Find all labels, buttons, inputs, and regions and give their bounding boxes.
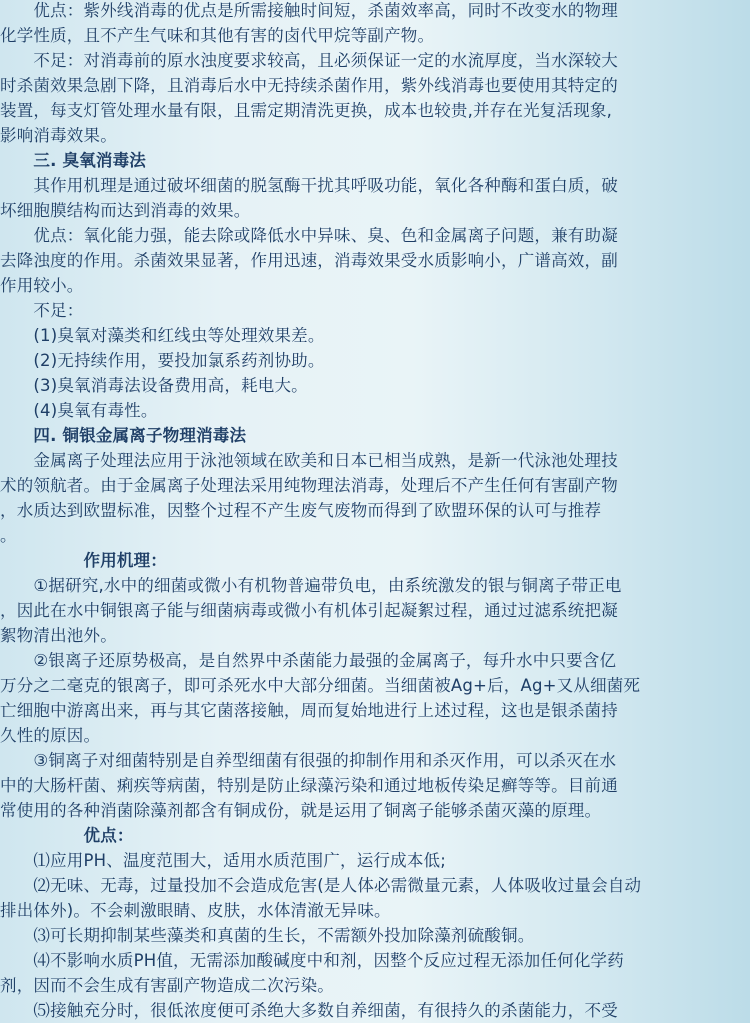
text-line: 其作用机理是通过破坏细菌的脱氢酶干扰其呼吸功能，氧化各种酶和蛋白质，破 bbox=[0, 176, 618, 195]
text-line: 剂，因而不会生成有害副产物造成二次污染。 bbox=[0, 976, 334, 995]
list-item: ⑴应用PH、温度范围大，适用水质范围广，运行成本低; bbox=[0, 851, 447, 870]
text-line: 。 bbox=[0, 526, 17, 545]
text-line: 坏细胞膜结构而达到消毒的效果。 bbox=[0, 201, 251, 220]
subheading-advantages: 优点： bbox=[0, 826, 134, 845]
list-item: ⑵无味、无毒，过量投加不会造成危害(是人体必需微量元素，人体吸收过量会自动 bbox=[0, 876, 642, 895]
text-line: ，水质达到欧盟标准，因整个过程不产生废气废物而得到了欧盟环保的认可与推荐 bbox=[0, 501, 602, 520]
text-line: 化学性质，且不产生气味和其他有害的卤代甲烷等副产物。 bbox=[0, 26, 435, 45]
section-heading-copper-silver: 四. 铜银金属离子物理消毒法 bbox=[0, 426, 247, 445]
text-line: 作用较小。 bbox=[0, 276, 84, 295]
list-item: ⑸接触充分时，很低浓度便可杀绝大多数自养细菌，有很持久的杀菌能力，不受 bbox=[0, 1001, 618, 1020]
text-line: 常使用的各种消菌除藻剂都含有铜成份，就是运用了铜离子能够杀菌灭藻的原理。 bbox=[0, 801, 602, 820]
text-line: 排出体外)。不会刺激眼睛、皮肤，水体清澈无异味。 bbox=[0, 901, 391, 920]
text-line: 不足： bbox=[0, 301, 84, 320]
list-item: (4)臭氧有毒性。 bbox=[0, 401, 158, 420]
list-item: (3)臭氧消毒法设备费用高，耗电大。 bbox=[0, 376, 308, 395]
text-line: 亡细胞中游离出来，再与其它菌落接触，周而复始地进行上述过程，这也是银杀菌持 bbox=[0, 701, 618, 720]
text-line: ③铜离子对细菌特别是自养型细菌有很强的抑制作用和杀灭作用，可以杀灭在水 bbox=[0, 751, 617, 770]
list-item: ⑷不影响水质PH值，无需添加酸碱度中和剂，因整个反应过程无添加任何化学药 bbox=[0, 951, 624, 970]
subheading-mechanism: 作用机理： bbox=[0, 551, 167, 570]
text-line: 时杀菌效果急剧下降，且消毒后水中无持续杀菌作用，紫外线消毒也要使用其特定的 bbox=[0, 76, 618, 95]
text-line: 万分之二毫克的银离子，即可杀死水中大部分细菌。当细菌被Ag+后，Ag+又从细菌死 bbox=[0, 676, 641, 695]
text-line: ，因此在水中铜银离子能与细菌病毒或微小有机体引起凝絮过程，通过过滤系统把凝 bbox=[0, 601, 618, 620]
text-line: 术的领航者。由于金属离子处理法采用纯物理法消毒，处理后不产生任何有害副产物 bbox=[0, 476, 618, 495]
text-line: 去降浊度的作用。杀菌效果显著，作用迅速，消毒效果受水质影响小，广谱高效，副 bbox=[0, 251, 618, 270]
text-line: 中的大肠杆菌、痢疾等病菌，特别是防止绿藻污染和通过地板传染足癣等等。目前通 bbox=[0, 776, 618, 795]
text-line: 优点：氧化能力强，能去除或降低水中异味、臭、色和金属离子问题，兼有助凝 bbox=[0, 226, 618, 245]
list-item: (2)无持续作用，要投加氯系药剂协助。 bbox=[0, 351, 325, 370]
list-item: (1)臭氧对藻类和红线虫等处理效果差。 bbox=[0, 326, 325, 345]
text-line: 装置，每支灯管处理水量有限，且需定期清洗更换，成本也较贵,并存在光复活现象, bbox=[0, 101, 613, 120]
text-line: 不足：对消毒前的原水浊度要求较高，且必须保证一定的水流厚度，当水深较大 bbox=[0, 51, 618, 70]
text-line: ①据研究,水中的细菌或微小有机物普遍带负电，由系统激发的银与铜离子带正电 bbox=[0, 576, 622, 595]
text-line: 絮物清出池外。 bbox=[0, 626, 117, 645]
text-line: 金属离子处理法应用于泳池领域在欧美和日本已相当成熟，是新一代泳池处理技 bbox=[0, 451, 618, 470]
text-line: ②银离子还原势极高，是自然界中杀菌能力最强的金属离子，每升水中只要含亿 bbox=[0, 651, 617, 670]
text-line: 优点：紫外线消毒的优点是所需接触时间短，杀菌效率高，同时不改变水的物理 bbox=[0, 1, 618, 20]
list-item: ⑶可长期抑制某些藻类和真菌的生长，不需额外投加除藻剂硫酸铜。 bbox=[0, 926, 535, 945]
section-heading-ozone: 三. 臭氧消毒法 bbox=[0, 151, 147, 170]
text-line: 久性的原因。 bbox=[0, 726, 101, 745]
text-line: 影响消毒效果。 bbox=[0, 126, 117, 145]
